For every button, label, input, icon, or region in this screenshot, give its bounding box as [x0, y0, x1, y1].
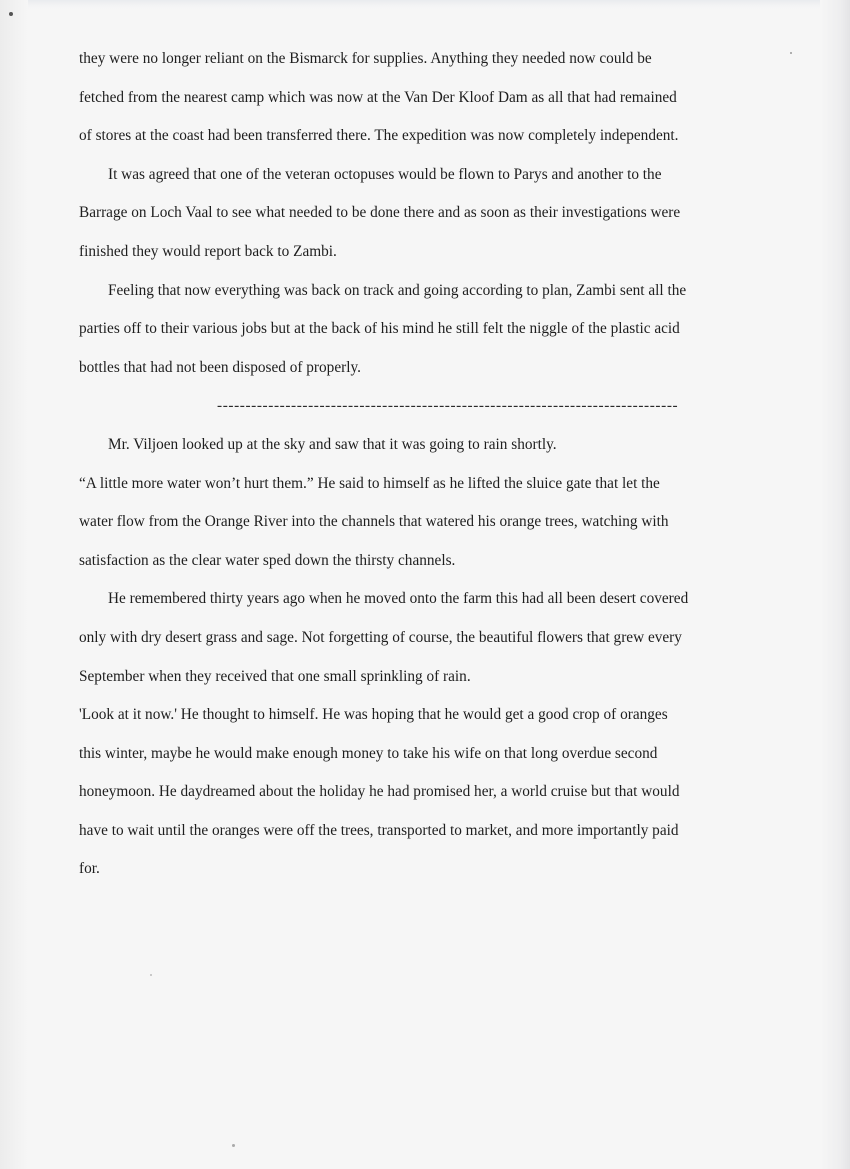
section-divider: ---------------------------------------------------------------------------------: [217, 397, 679, 415]
scan-speck: [150, 974, 152, 976]
text-line: It was agreed that one of the veteran octopuses would be flown to Parys and another to the: [108, 165, 662, 183]
text-line: Mr. Viljoen looked up at the sky and saw that it was going to rain shortly.: [108, 435, 557, 453]
text-line: finished they would report back to Zambi.: [79, 242, 337, 260]
text-line: have to wait until the oranges were off the trees, transported to market, and more importantly paid: [79, 821, 679, 839]
text-line: He remembered thirty years ago when he moved onto the farm this had all been desert covered: [108, 590, 689, 608]
scan-edge-left: [0, 0, 28, 1169]
text-line: satisfaction as the clear water sped down the thirsty channels.: [79, 551, 456, 569]
text-line: “A little more water won’t hurt them.” He said to himself as he lifted the sluice gate that let the: [79, 474, 660, 492]
text-line: of stores at the coast had been transferred there. The expedition was now completely independent.: [79, 127, 679, 145]
document-body: [79, 40, 769, 889]
text-line: only with dry desert grass and sage. Not forgetting of course, the beautiful flowers that grew every: [79, 628, 682, 646]
text-line: this winter, maybe he would make enough money to take his wife on that long overdue second: [79, 744, 658, 762]
scan-edge-right: [820, 0, 850, 1169]
text-line: parties off to their various jobs but at the back of his mind he still felt the niggle of the plastic acid: [79, 320, 680, 338]
text-line: they were no longer reliant on the Bismarck for supplies. Anything they needed now could be: [79, 50, 652, 67]
scan-speck: [9, 12, 13, 16]
text-line: bottles that had not been disposed of properly.: [79, 358, 361, 376]
text-line: Barrage on Loch Vaal to see what needed to be done there and as soon as their investigations were: [79, 204, 681, 222]
scan-edge-top: [0, 0, 850, 10]
text-line: for.: [79, 860, 100, 878]
text-line: 'Look at it now.' He thought to himself. He was hoping that he would get a good crop of oranges: [79, 706, 668, 724]
text-line: September when they received that one small sprinkling of rain.: [79, 667, 471, 685]
text-line: fetched from the nearest camp which was now at the Van Der Kloof Dam as all that had remained: [79, 88, 677, 106]
scan-speck: [790, 52, 792, 54]
text-line: water flow from the Orange River into the channels that watered his orange trees, watching with: [79, 513, 669, 531]
scan-speck: [232, 1144, 235, 1147]
text-line: honeymoon. He daydreamed about the holiday he had promised her, a world cruise but that would: [79, 783, 680, 801]
text-line: Feeling that now everything was back on track and going according to plan, Zambi sent all the: [108, 281, 687, 299]
